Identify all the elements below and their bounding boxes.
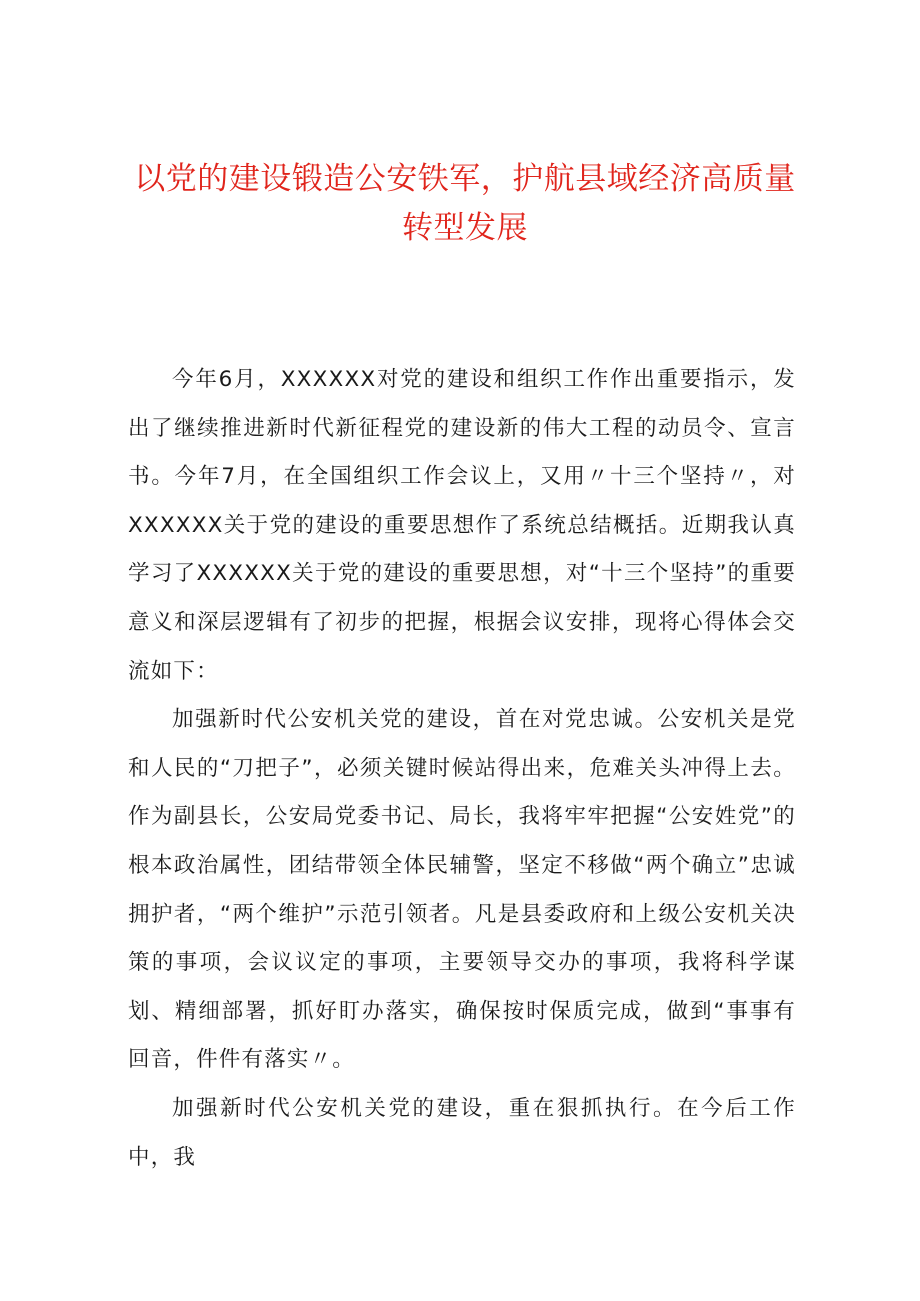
- paragraph-1: 今年6月，XXXXXX对党的建设和组织工作作出重要指示，发出了继续推进新时代新征程党的建设新的伟大工程的动员令、宣言书。今年7月，在全国组织工作会议上，又用〃十三个坚持〃，对XXXXXX关于党的建设的重要思想作了系统总结概括。近期我认真学习了XXXXXX关于党的建设的重要思想，对“十三个坚持”的重要意义和深层逻辑有了初步的把握，根据会议安排，现将心得体会交流如下：: [128, 367, 796, 684]
- paragraph-3: 加强新时代公安机关党的建设，重在狠抓执行。在今后工作中，我: [128, 1095, 796, 1170]
- document-body: [128, 356, 796, 1182]
- document-title: 以党的建设锻造公安铁军，护航县域经济高质量转型发展: [134, 161, 796, 246]
- paragraph-2: 加强新时代公安机关党的建设，首在对党忠诚。公安机关是党和人民的“刀把子”，必须关键时候站得出来，危难关头冲得上去。作为副县长，公安局党委书记、局长，我将牢牢把握“公安姓党”的根本政治属性，团结带领全体民辅警，坚定不移做“两个确立”忠诚拥护者，“两个维护”示范引领者。凡是县委政府和上级公安机关决策的事项，会议议定的事项，主要领导交办的事项，我将科学谋划、精细部署，抓好盯办落实，确保按时保质完成，做到“事事有回音，件件有落实〃。: [128, 707, 796, 1073]
